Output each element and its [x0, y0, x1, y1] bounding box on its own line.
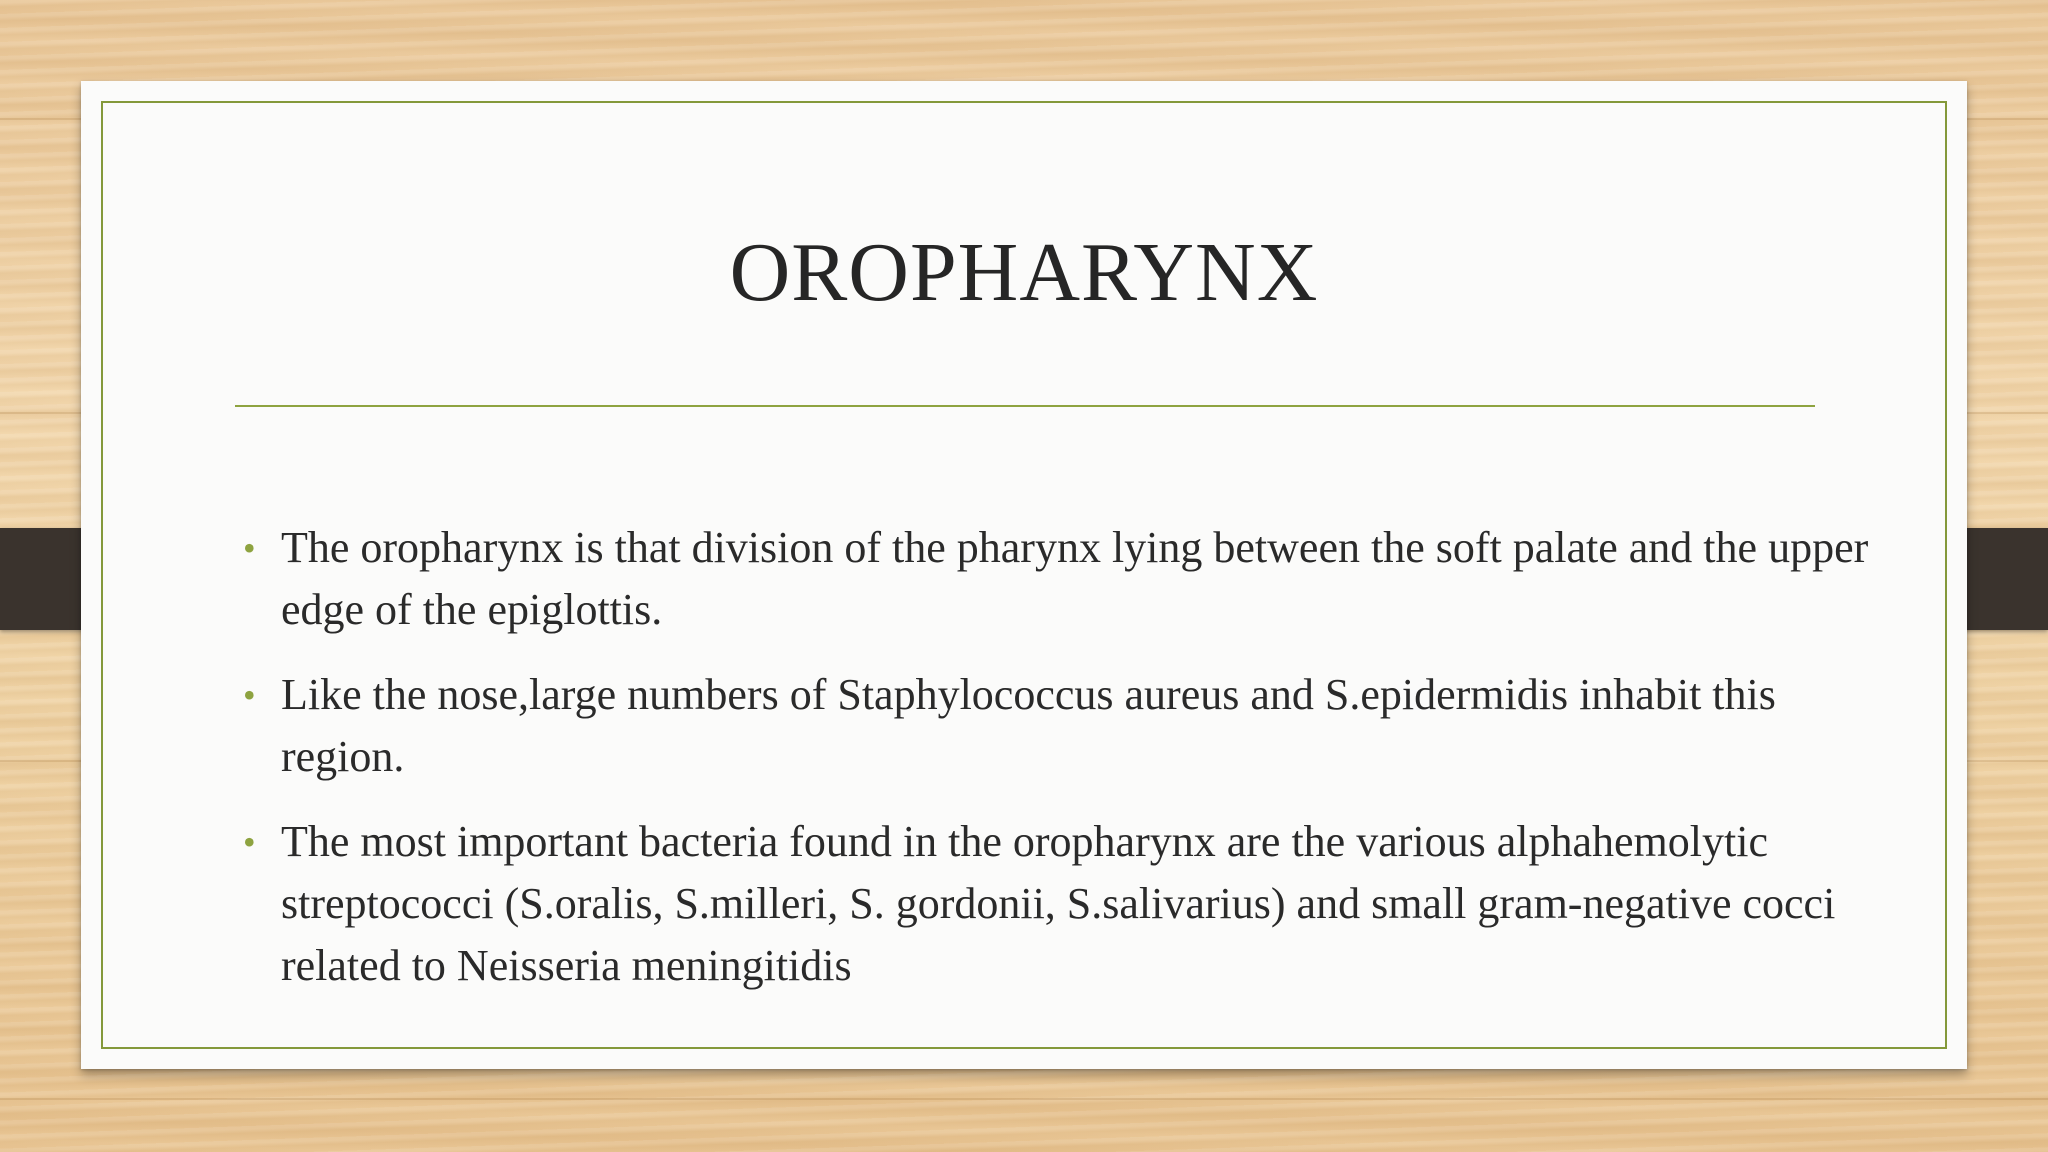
bullet-text: The most important bacteria found in the oropharynx are the various alphahemolytic streptococci (S.oralis, S.milleri, S. gordonii, S.salivarius) and small gram-negative cocci related to Neisseria meningitidis: [281, 817, 1836, 990]
title-divider: [235, 405, 1815, 407]
bullet-dot-icon: •: [243, 822, 256, 862]
slide-card: [81, 81, 1967, 1069]
bullet-text: The oropharynx is that division of the pharynx lying between the soft palate and the upper edge of the epiglottis.: [281, 523, 1869, 634]
slide-title: OROPHARYNX: [729, 226, 1319, 319]
bullet-item: [235, 811, 1875, 997]
bullet-list: [235, 517, 1875, 1020]
bullet-item: [235, 517, 1875, 641]
bullet-dot-icon: •: [243, 675, 256, 715]
bullet-text: Like the nose,large numbers of Staphylococcus aureus and S.epidermidis inhabit this region.: [281, 670, 1776, 781]
bullet-item: [235, 664, 1875, 788]
bullet-dot-icon: •: [243, 528, 256, 568]
wood-seam: [0, 1098, 2048, 1100]
